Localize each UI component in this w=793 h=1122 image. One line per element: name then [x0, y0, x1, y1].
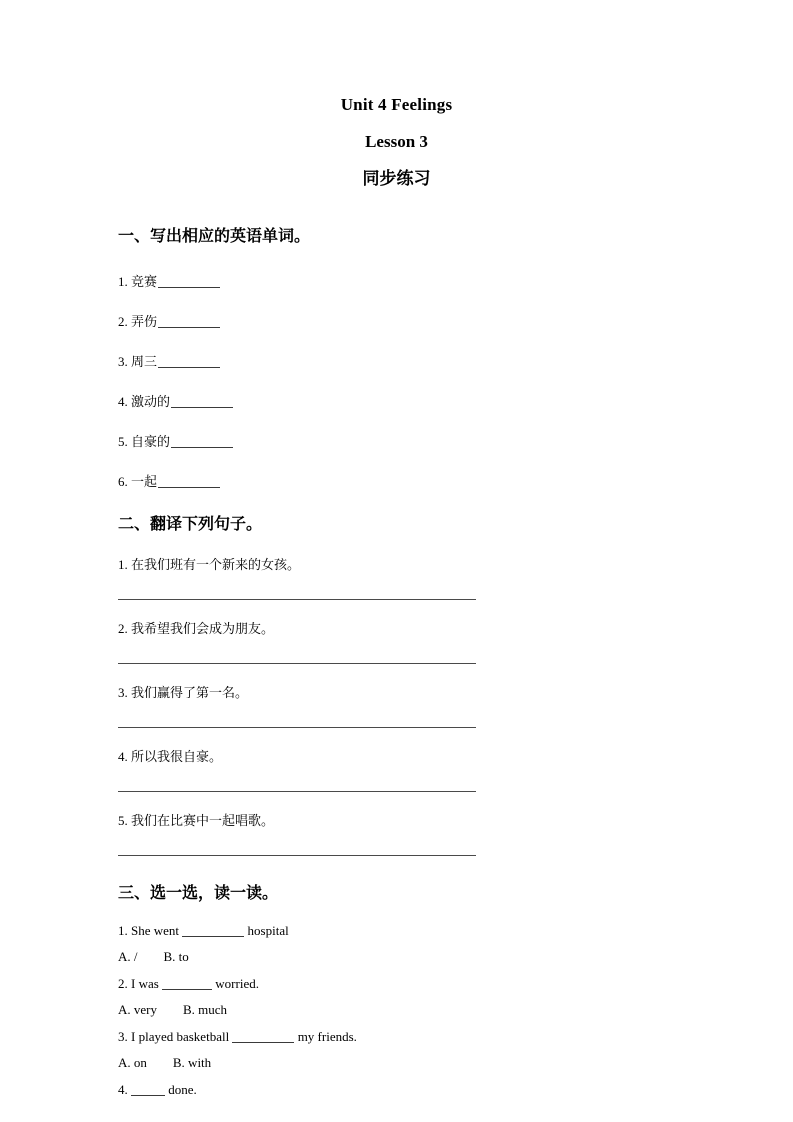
list-item [118, 289, 733, 329]
list-item [118, 600, 733, 664]
item-number: 2. [118, 976, 128, 991]
item-number: 1. [118, 274, 128, 289]
list-item [118, 409, 733, 449]
item-word: 周三 [131, 355, 158, 370]
sentence-line [118, 686, 733, 700]
question-stem [118, 1083, 733, 1096]
option-row [118, 1043, 733, 1069]
stem-after-blank: worried. [215, 976, 259, 991]
sentence-text: 在我们班有一个新来的女孩。 [131, 558, 301, 573]
section-multiple-choice [118, 856, 733, 1096]
answer-blank[interactable] [158, 487, 220, 488]
stem-before-blank: I was [131, 976, 159, 991]
list-item [118, 664, 733, 728]
option-b[interactable]: B. to [163, 949, 189, 964]
option-a[interactable]: A. on [118, 1055, 147, 1070]
list-item [118, 369, 733, 409]
item-word: 一起 [131, 475, 158, 490]
list-item [118, 449, 733, 489]
section-translation [118, 489, 733, 856]
list-item [118, 329, 733, 369]
sentence-text: 我们在比赛中一起唱歌。 [131, 814, 275, 829]
item-word: 竞赛 [131, 275, 158, 290]
page-title: Unit 4 Feelings [340, 95, 453, 114]
title-block [0, 0, 793, 188]
answer-blank[interactable] [162, 989, 212, 990]
item-word: 激动的 [131, 395, 171, 410]
translation-list [118, 532, 733, 856]
item-number: 4. [118, 749, 128, 764]
item-number: 3. [118, 1029, 128, 1044]
list-item [118, 728, 733, 792]
item-number: 3. [118, 685, 128, 700]
answer-blank[interactable] [131, 1095, 165, 1096]
option-a[interactable]: A. / [118, 949, 138, 964]
option-row [118, 937, 733, 963]
question-stem [118, 1030, 733, 1043]
worksheet-body [0, 188, 793, 1096]
section-heading-translation: 二、翻译下列句子。 [118, 514, 263, 533]
answer-blank[interactable] [232, 1042, 294, 1043]
question-stem [118, 977, 733, 990]
item-number: 4. [118, 1082, 128, 1097]
answer-blank[interactable] [158, 367, 220, 368]
option-b[interactable]: B. much [183, 1002, 228, 1017]
lesson-subtitle: Lesson 3 [365, 132, 428, 151]
sentence-line [118, 622, 733, 636]
list-item [118, 963, 733, 1016]
item-number: 4. [118, 394, 128, 409]
sentence-text: 我们赢得了第一名。 [131, 686, 249, 701]
item-number: 5. [118, 813, 128, 828]
stem-before-blank: She went [131, 923, 180, 938]
answer-blank[interactable] [158, 287, 220, 288]
sentence-line [118, 558, 733, 572]
stem-after-blank: hospital [247, 923, 289, 938]
sentence-text: 我希望我们会成为朋友。 [131, 622, 275, 637]
multiple-choice-list [118, 901, 733, 1096]
answer-blank[interactable] [171, 447, 233, 448]
question-stem [118, 924, 733, 937]
option-row [118, 990, 733, 1016]
sentence-text: 所以我很自豪。 [131, 750, 223, 765]
list-item [118, 1069, 733, 1096]
item-number: 1. [118, 557, 128, 572]
list-item [118, 901, 733, 963]
item-word: 弄伤 [131, 315, 158, 330]
item-number: 2. [118, 314, 128, 329]
section-heading-vocabulary: 一、写出相应的英语单词。 [118, 226, 311, 245]
stem-after-blank: my friends. [297, 1029, 357, 1044]
item-number: 2. [118, 621, 128, 636]
option-a[interactable]: A. very [118, 1002, 157, 1017]
answer-blank[interactable] [158, 327, 220, 328]
item-number: 3. [118, 354, 128, 369]
item-number: 6. [118, 474, 128, 489]
stem-after-blank: done. [168, 1082, 197, 1097]
answer-blank[interactable] [171, 407, 233, 408]
stem-before-blank: I played basketball [131, 1029, 230, 1044]
list-item [118, 532, 733, 600]
sentence-line [118, 750, 733, 764]
item-number: 5. [118, 434, 128, 449]
sentence-line [118, 814, 733, 828]
list-item [118, 1016, 733, 1069]
exercise-type-title: 同步练习 [362, 169, 431, 189]
section-heading-multiple-choice: 三、选一选，读一读。 [118, 883, 279, 902]
list-item [118, 244, 733, 289]
option-b[interactable]: B. with [172, 1055, 212, 1070]
answer-blank[interactable] [182, 936, 244, 937]
vocabulary-list [118, 244, 733, 489]
item-number: 1. [118, 923, 128, 938]
item-word: 自豪的 [131, 435, 171, 450]
section-vocabulary [118, 188, 733, 489]
list-item [118, 792, 733, 856]
